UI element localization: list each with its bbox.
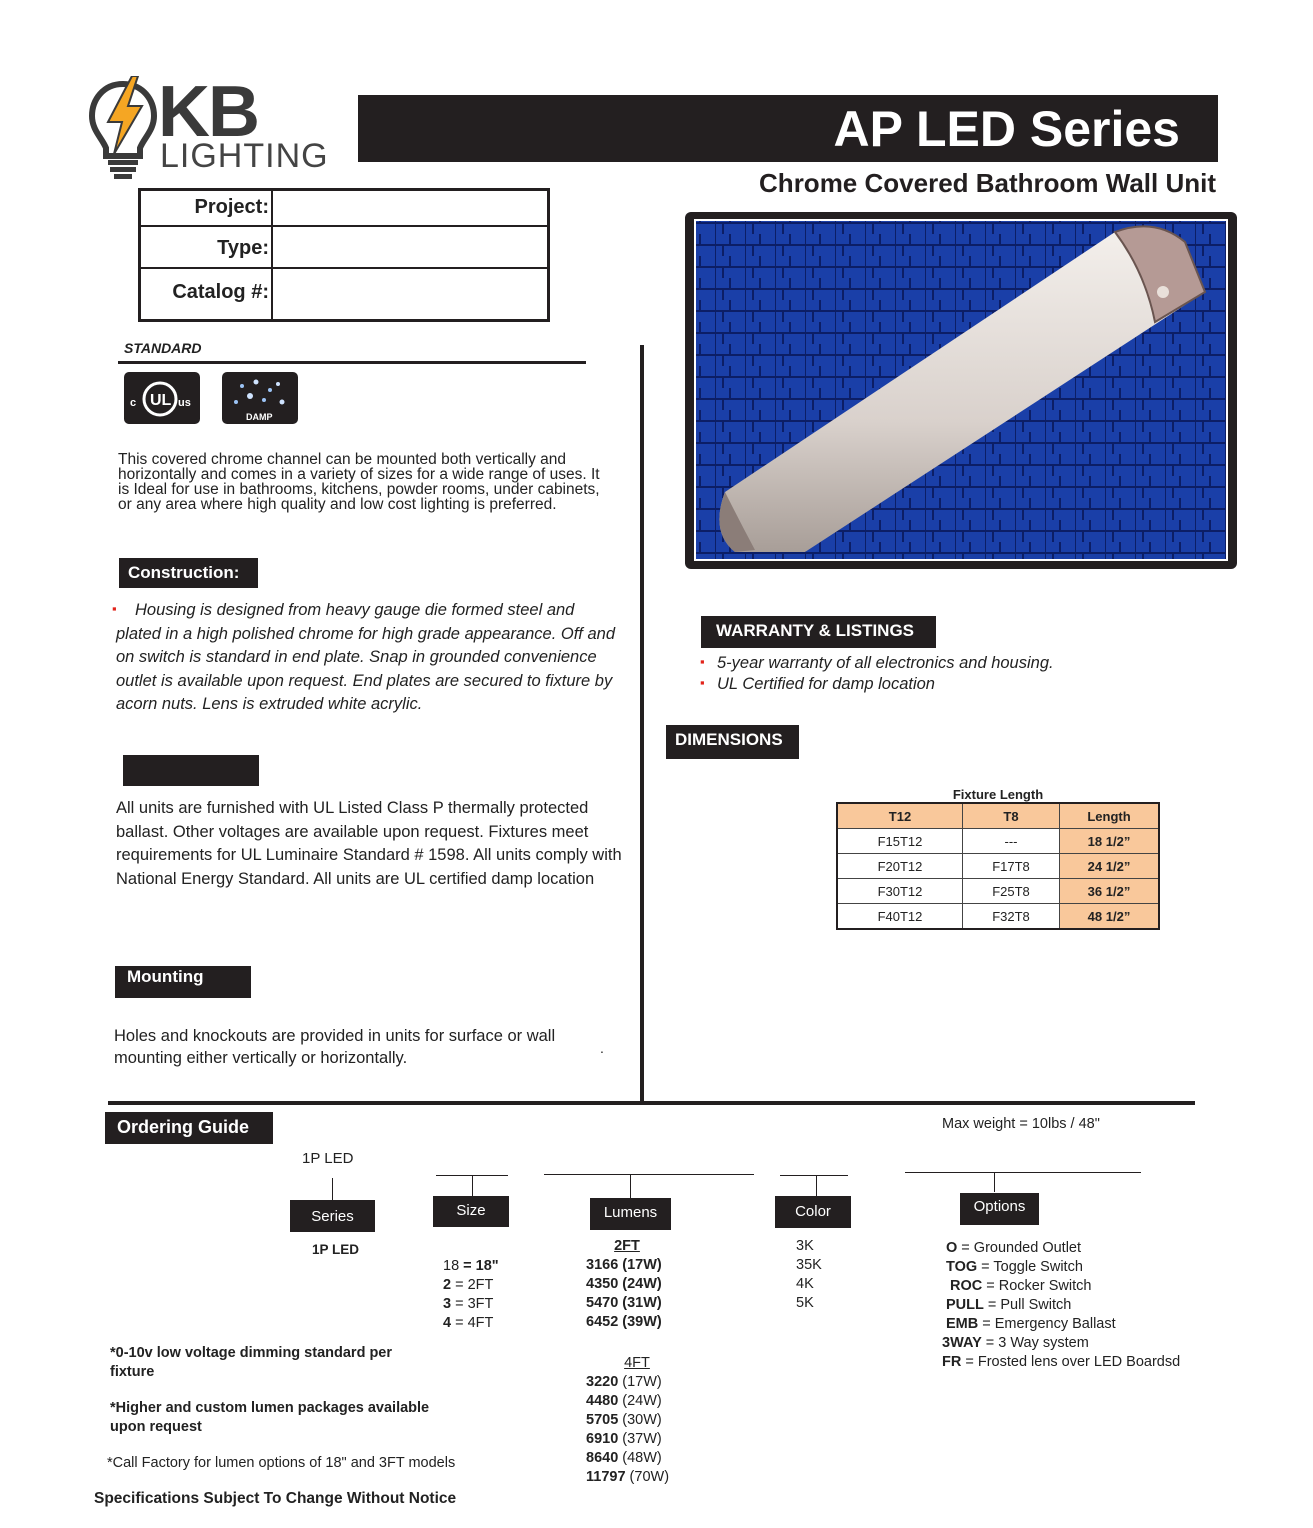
note-lumens: *Higher and custom lumen packages available upon request: [110, 1400, 430, 1435]
lightbulb-bolt-icon: [88, 76, 158, 186]
lumens-2ft-list: [586, 1237, 668, 1332]
options-list: [942, 1239, 1180, 1372]
list-item: 5470 (31W): [586, 1295, 662, 1311]
mounting-text: Holes and knockouts are provided in units for surface or wall mounting either vertically or horizontally.: [114, 1027, 556, 1067]
warranty-item: UL Certified for damp location: [717, 675, 935, 693]
list-item: 3220 (17W): [586, 1374, 662, 1390]
intro-paragraph: This covered chrome channel can be mounted both vertically and horizontally and comes in a variety of sizes for a wide range of uses. It is Ideal for use in bathrooms, kitchens, powder rooms, under cabinets, or any area where high quality and low cost lighting is preferred.: [118, 451, 600, 513]
table-cell: 24 1/2”: [1060, 854, 1160, 879]
table-cell: 48 1/2”: [1060, 904, 1160, 930]
blank-line: [780, 1175, 848, 1176]
project-label: Project:: [194, 196, 269, 218]
dimensions-heading: DIMENSIONS: [666, 725, 799, 759]
lumens-4ft-list: [586, 1354, 688, 1487]
mounting-heading: Mounting: [115, 966, 251, 998]
bullet-marker: ▪: [112, 601, 117, 616]
list-item: 6452 (39W): [586, 1314, 662, 1330]
connector-line: [630, 1174, 631, 1198]
project-form: [138, 188, 550, 322]
table-cell: F20T12: [837, 854, 963, 879]
connector-line: [472, 1175, 473, 1196]
list-item: EMB = Emergency Ballast: [946, 1316, 1116, 1332]
list-item: ROC = Rocker Switch: [950, 1278, 1092, 1294]
list-item: 3WAY = 3 Way system: [942, 1335, 1089, 1351]
list-item: 4350 (24W): [586, 1276, 662, 1292]
connector-line: [994, 1172, 995, 1192]
project-field[interactable]: [271, 191, 547, 225]
catalog-label: Catalog #:: [172, 281, 269, 303]
bullet-marker: ▪: [700, 675, 705, 690]
series-value: 1P LED: [312, 1242, 360, 1257]
column-header: T8: [963, 803, 1060, 829]
standard-divider: [118, 361, 586, 364]
table-header-row: [837, 803, 1159, 829]
svg-text:DAMP: DAMP: [246, 412, 273, 422]
logo-lighting-text: LIGHTING: [160, 137, 329, 175]
type-field[interactable]: [271, 227, 547, 267]
list-item: 5K: [796, 1295, 814, 1311]
fixture-length-title: Fixture Length: [952, 787, 1044, 802]
table-cell: 36 1/2”: [1060, 879, 1160, 904]
ordering-guide-heading: Ordering Guide: [105, 1112, 273, 1144]
table-cell: F30T12: [837, 879, 963, 904]
column-header: Length: [1060, 803, 1160, 829]
lumens-box: Lumens: [590, 1198, 671, 1230]
list-item: FR = Frosted lens over LED Boardsd: [942, 1354, 1181, 1370]
list-item: 3166 (17W): [586, 1257, 662, 1273]
ul-listed-icon: [124, 372, 200, 424]
column-divider: [640, 345, 644, 1101]
svg-text:us: us: [178, 397, 191, 409]
bullet-marker: ▪: [700, 654, 705, 669]
cul-us-badge: [124, 372, 200, 424]
options-box: Options: [960, 1193, 1039, 1225]
title-bar: [358, 95, 1218, 162]
electrical-heading: [123, 755, 259, 786]
color-list: [796, 1237, 822, 1313]
damp-badge: [222, 372, 298, 424]
table-cell: F32T8: [963, 904, 1060, 930]
electrical-text: All units are furnished with UL Listed Class P thermally protected ballast. Other voltages are available upon request. Fixtures meet requirements for UL Luminaire Standard # 1598. All units comply with National Energy Standard. All units are UL certified damp location: [116, 799, 622, 888]
table-cell: F40T12: [837, 904, 963, 930]
footer-disclaimer: Specifications Subject To Change Without Notice: [94, 1490, 457, 1507]
color-box: Color: [775, 1196, 851, 1228]
damp-rated-icon: [222, 372, 298, 424]
stray-period: .: [600, 1040, 604, 1056]
lumens-2ft-label: 2FT: [614, 1238, 640, 1254]
svg-text:c: c: [130, 397, 137, 409]
list-item: TOG = Toggle Switch: [946, 1259, 1083, 1275]
list-item: 3 = 3FT: [443, 1296, 494, 1312]
product-photo: [685, 212, 1237, 569]
note-dimming: *0-10v low voltage dimming standard per fixture: [110, 1345, 393, 1380]
list-item: 11797 (70W): [586, 1469, 670, 1485]
example-code: 1P LED: [302, 1150, 354, 1167]
catalog-field[interactable]: [271, 269, 547, 319]
construction-text: Housing is designed from heavy gauge die formed steel and plated in a high polished chrome for high grade appearance. Off and on switch is standard in end plate. Snap in grounded convenience outlet is available upon request. End plates are secured to fixture by acorn nuts. Lens is extruded white acrylic.: [116, 601, 616, 713]
blank-line: [544, 1174, 754, 1175]
list-item: PULL = Pull Switch: [946, 1297, 1072, 1313]
list-item: 35K: [796, 1257, 822, 1273]
project-row: [141, 191, 547, 227]
page-title: AP LED Series: [833, 101, 1180, 157]
table-cell: F15T12: [837, 829, 963, 854]
type-row: [141, 227, 547, 269]
size-box: Size: [433, 1196, 509, 1227]
note-call-factory: *Call Factory for lumen options of 18" and 3FT models: [107, 1455, 456, 1471]
construction-heading: Construction:: [119, 558, 258, 588]
warranty-item: 5-year warranty of all electronics and housing.: [717, 654, 1054, 672]
table-cell: 18 1/2”: [1060, 829, 1160, 854]
list-item: 6910 (37W): [586, 1431, 662, 1447]
page-subtitle: Chrome Covered Bathroom Wall Unit: [759, 168, 1216, 198]
series-box: Series: [290, 1200, 375, 1232]
dimensions-table: [836, 802, 1160, 930]
logo-kb-text: KB: [158, 72, 258, 152]
connector-line: [332, 1178, 333, 1200]
max-weight: Max weight = 10lbs / 48": [942, 1116, 1100, 1132]
list-item: 4 = 4FT: [443, 1315, 494, 1331]
table-row: [837, 904, 1159, 930]
table-cell: F17T8: [963, 854, 1060, 879]
table-row: [837, 879, 1159, 904]
list-item: O = Grounded Outlet: [946, 1240, 1082, 1256]
table-row: [837, 829, 1159, 854]
table-cell: F25T8: [963, 879, 1060, 904]
section-divider: [108, 1101, 1195, 1105]
column-header: T12: [837, 803, 963, 829]
list-item: 4K: [796, 1276, 814, 1292]
table-row: [837, 854, 1159, 879]
list-item: 3K: [796, 1238, 814, 1254]
fixture-image: [685, 212, 1237, 569]
list-item: 2 = 2FT: [443, 1277, 494, 1293]
warranty-heading: WARRANTY & LISTINGS: [701, 616, 936, 648]
list-item: 4480 (24W): [586, 1393, 662, 1409]
table-cell: ---: [963, 829, 1060, 854]
size-list: [443, 1257, 499, 1333]
type-label: Type:: [217, 237, 269, 259]
list-item: 18 = 18": [443, 1258, 499, 1274]
lumens-4ft-label: 4FT: [624, 1355, 650, 1371]
list-item: 8640 (48W): [586, 1450, 662, 1466]
standard-label: STANDARD: [124, 340, 202, 356]
list-item: 5705 (30W): [586, 1412, 662, 1428]
kb-lighting-logo: [88, 72, 348, 186]
svg-text:UL: UL: [150, 392, 172, 409]
catalog-row: [141, 269, 547, 319]
connector-line: [816, 1175, 817, 1196]
blank-line: [905, 1172, 1141, 1173]
